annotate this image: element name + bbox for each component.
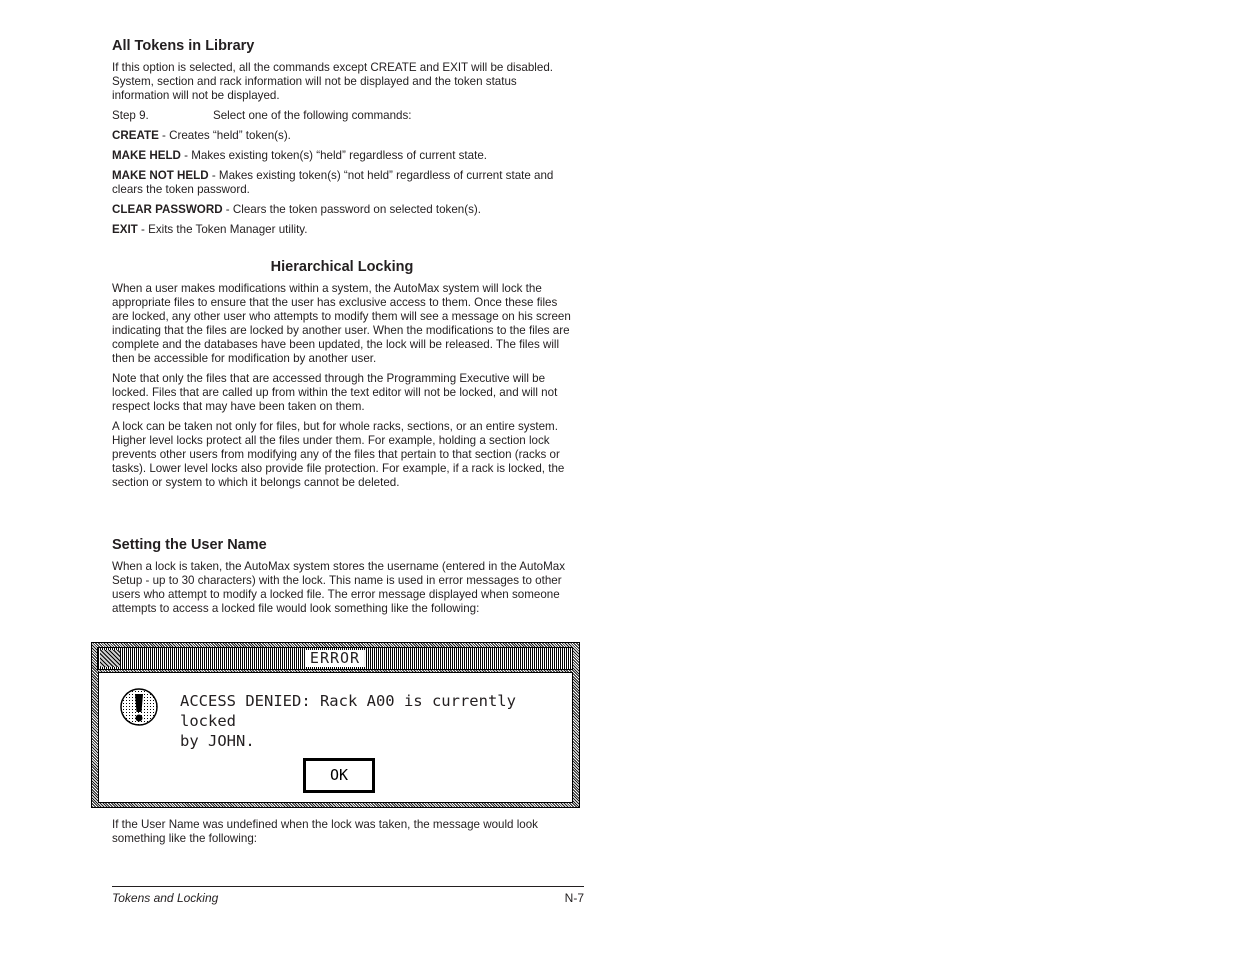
command-desc: - Makes existing token(s) “held” regardless of current state.: [180, 149, 487, 162]
section-heading: All Tokens in Library: [112, 38, 255, 54]
system-menu-box[interactable]: [100, 650, 121, 667]
section-all-tokens: [112, 38, 572, 243]
section-heading: Hierarchical Locking: [270, 259, 414, 275]
command-name: MAKE HELD: [112, 149, 181, 162]
page-number: N-7: [564, 891, 584, 905]
exclamation-icon: [120, 688, 158, 726]
command-desc: - Exits the Token Manager utility.: [137, 223, 308, 236]
after-dialog-text: [112, 818, 572, 852]
step-text: Select one of the following commands:: [213, 109, 412, 122]
footer-rule: [112, 886, 584, 887]
paragraph: A lock can be taken not only for files, but for whole racks, sections, or an entire system. Higher level locks protect all the files under them. For example, holding a section lock prevents other users from modifying any of the files that pertain to that section (racks or tasks). Lower level locks also provide file protection. For example, if a rack is locked, the section or system to which it belongs cannot be deleted.: [112, 420, 565, 489]
intro-paragraph: If this option is selected, all the commands except CREATE and EXIT will be disabled. System, section and rack information will not be displayed and the token status information will not be displayed.: [112, 61, 553, 102]
command-desc: - Creates “held” token(s).: [158, 129, 291, 142]
command-create: [112, 129, 572, 143]
command-desc: - Makes existing token(s) “not held” regardless of current state and clears the token password.: [112, 169, 554, 196]
command-name: EXIT: [112, 223, 138, 236]
command-name: CREATE: [112, 129, 159, 142]
dialog-client-area: [98, 672, 573, 803]
step-label: Step 9.: [112, 109, 149, 122]
command-make-held: [112, 149, 572, 163]
paragraph: When a user makes modifications within a system, the AutoMax system will lock the appropriate files to ensure that the user has exclusive access to them. Once these files are locked, any other user who attempts to modify them will see a message on his screen indicating that the files are locked by another user. When the modifications to the files are complete and the databases have been updated, the lock will be released. The files will then be accessible for modification by another user.: [112, 282, 571, 365]
paragraph: Note that only the files that are accessed through the Programming Executive will be locked. Files that are called up from within the text editor will not be locked, and will not respect locks that may have been taken on them.: [112, 372, 558, 413]
paragraph: If the User Name was undefined when the lock was taken, the message would look something like the following:: [112, 818, 538, 845]
command-name: MAKE NOT HELD: [112, 169, 209, 182]
section-user-name: [112, 537, 572, 622]
section-heading: Setting the User Name: [112, 537, 267, 553]
command-desc: - Clears the token password on selected token(s).: [222, 203, 481, 216]
error-dialog: [91, 642, 580, 808]
command-make-not-held: [112, 169, 572, 197]
step-line: [112, 109, 572, 123]
paragraph: When a lock is taken, the AutoMax system stores the username (entered in the AutoMax Setup - up to 30 characters) with the lock. This name is used in error messages to other users who attempt to modify a locked file. The error message displayed when someone attempts to access a locked file would look something like the following:: [112, 560, 566, 615]
command-exit: [112, 223, 572, 237]
section-hierarchical-locking: [112, 259, 572, 496]
dialog-titlebar[interactable]: [97, 647, 573, 670]
command-name: CLEAR PASSWORD: [112, 203, 223, 216]
dialog-title: ERROR: [305, 650, 365, 667]
command-clear-password: [112, 203, 572, 217]
ok-button[interactable]: OK: [304, 759, 374, 792]
footer-section-title: Tokens and Locking: [112, 891, 219, 905]
dialog-message: ACCESS DENIED: Rack A00 is currently locked by JOHN.: [180, 692, 516, 750]
